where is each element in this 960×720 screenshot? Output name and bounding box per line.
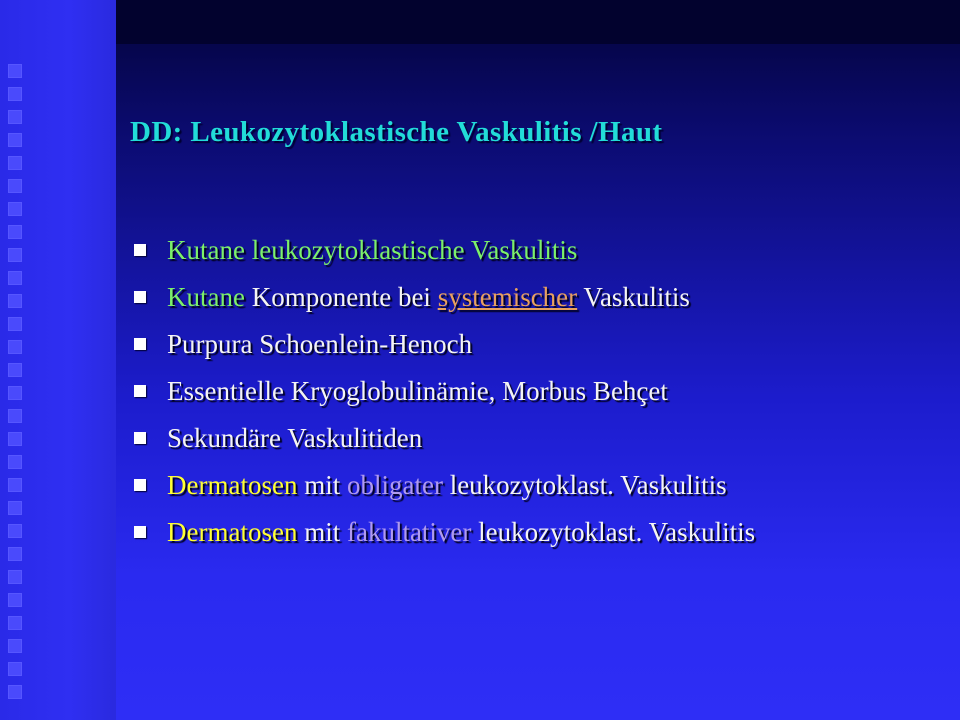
decorative-squares (8, 64, 28, 714)
bullet-text-segment: mit (297, 470, 347, 500)
square-bullet-icon (134, 526, 146, 538)
top-dark-band (116, 0, 960, 44)
bullet-item (130, 232, 755, 279)
bullet-item (130, 326, 755, 373)
square-bullet-icon (134, 479, 146, 491)
bullet-text-segment: fakultativer (346, 517, 472, 547)
decorative-square (8, 524, 22, 538)
decorative-square (8, 455, 22, 469)
bullet-text-segment: Vaskulitis (577, 282, 690, 312)
bullet-text-segment: mit (297, 517, 347, 547)
bullet-text-segment: Dermatosen (167, 517, 298, 547)
bullet-text-segment: Purpura Schoenlein-Henoch (167, 329, 473, 359)
bullet-text-segment: Kutane leukozytoklastische Vaskulitis (167, 235, 578, 265)
decorative-square (8, 386, 22, 400)
decorative-square (8, 340, 22, 354)
bullet-list (130, 232, 755, 561)
decorative-square (8, 432, 22, 446)
decorative-square (8, 179, 22, 193)
decorative-square (8, 225, 22, 239)
bullet-text-segment: Kutane (167, 282, 245, 312)
bullet-item (130, 279, 755, 326)
square-bullet-icon (134, 291, 146, 303)
slide-title: DD: Leukozytoklastische Vaskulitis /Haut (130, 116, 663, 148)
decorative-square (8, 593, 22, 607)
bullet-text-segment: Essentielle Kryoglobulinämie, Morbus Behçet (167, 376, 668, 406)
decorative-square (8, 501, 22, 515)
bullet-text-segment: leukozytoklast. Vaskulitis (442, 470, 727, 500)
bullet-item (130, 467, 755, 514)
decorative-square (8, 547, 22, 561)
bullet-item (130, 373, 755, 420)
square-bullet-icon (134, 244, 146, 256)
square-bullet-icon (134, 338, 146, 350)
decorative-square (8, 363, 22, 377)
decorative-square (8, 294, 22, 308)
bullet-text-segment: Sekundäre Vaskulitiden (167, 423, 423, 453)
decorative-square (8, 87, 22, 101)
decorative-square (8, 662, 22, 676)
bullet-text-segment: leukozytoklast. Vaskulitis (471, 517, 756, 547)
square-bullet-icon (134, 432, 146, 444)
bullet-item (130, 514, 755, 561)
decorative-square (8, 248, 22, 262)
decorative-square (8, 202, 22, 216)
decorative-square (8, 271, 22, 285)
bullet-text-segment: obligater (346, 470, 443, 500)
decorative-square (8, 570, 22, 584)
decorative-square (8, 133, 22, 147)
decorative-square (8, 616, 22, 630)
decorative-square (8, 685, 22, 699)
decorative-square (8, 110, 22, 124)
systemischer-link[interactable]: systemischer (437, 282, 578, 312)
decorative-square (8, 409, 22, 423)
decorative-square (8, 639, 22, 653)
decorative-square (8, 64, 22, 78)
decorative-square (8, 317, 22, 331)
decorative-square (8, 156, 22, 170)
square-bullet-icon (134, 385, 146, 397)
bullet-text-segment: Dermatosen (167, 470, 298, 500)
decorative-square (8, 478, 22, 492)
bullet-text-segment: Komponente bei (244, 282, 438, 312)
bullet-item (130, 420, 755, 467)
